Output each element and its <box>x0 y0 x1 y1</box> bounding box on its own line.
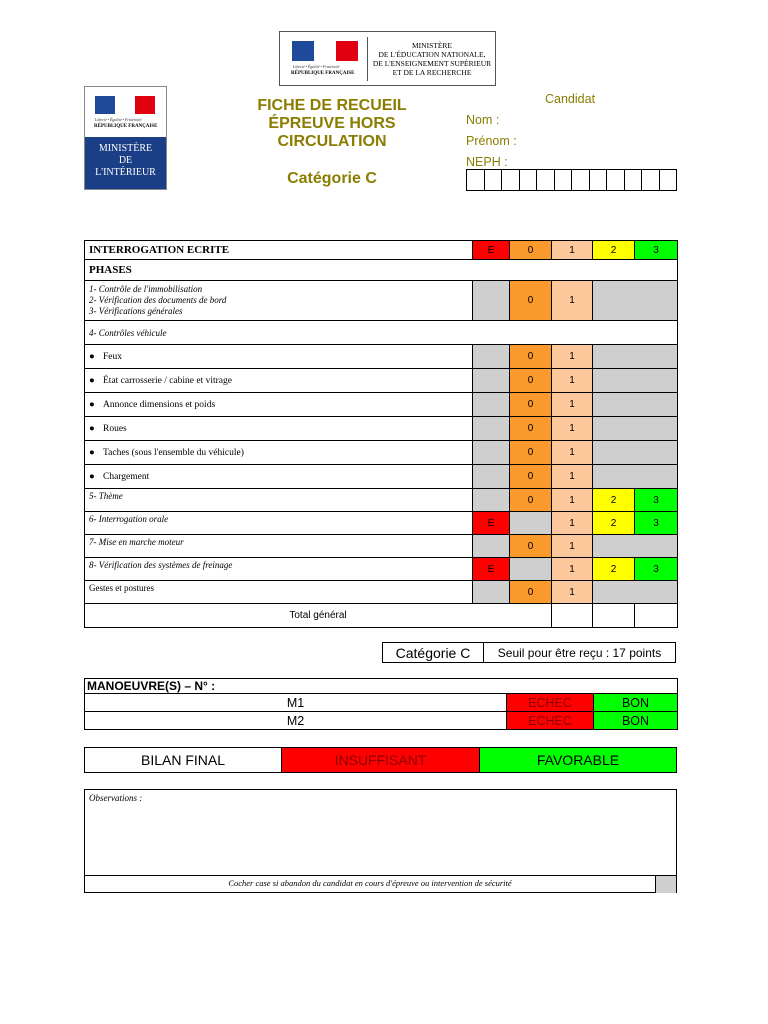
score-cell-3[interactable]: 3 <box>635 512 678 535</box>
score-cell-0[interactable]: 0 <box>510 417 552 441</box>
neph-box[interactable] <box>520 170 538 190</box>
score-cell-0[interactable]: 0 <box>510 393 552 417</box>
neph-box[interactable] <box>502 170 520 190</box>
phase-row-1-3: 1- Contrôle de l'immobilisation 2- Vérification des documents de bord 3- Vérifications générales <box>85 281 473 321</box>
score-cell-e <box>473 345 510 369</box>
evaluation-grid <box>84 240 678 628</box>
neph-box[interactable] <box>537 170 555 190</box>
score-cell-disabled <box>510 558 552 581</box>
observations-label: Observations : <box>89 793 143 803</box>
phase-row-carrosserie: ● État carrosserie / cabine et vitrage <box>85 369 473 393</box>
ministere-interieur-text: MINISTÈRE DE L'INTÉRIEUR <box>85 137 166 189</box>
score-cell-3[interactable]: 3 <box>635 489 678 512</box>
phase-row-gestes: Gestes et postures <box>85 581 473 604</box>
document-title: FICHE DE RECUEIL ÉPREUVE HORS CIRCULATION <box>257 97 407 150</box>
neph-box[interactable] <box>642 170 660 190</box>
score-cell-1[interactable]: 1 <box>552 441 593 465</box>
neph-box[interactable] <box>625 170 643 190</box>
score-cell-3[interactable]: 3 <box>635 558 678 581</box>
neph-box[interactable] <box>555 170 573 190</box>
score-cell-1[interactable]: 1 <box>552 417 593 441</box>
score-cell-1[interactable]: 1 <box>552 345 593 369</box>
score-header-1: 1 <box>552 241 593 260</box>
neph-label: NEPH : <box>466 155 508 169</box>
phase-row-chargement: ● Chargement <box>85 465 473 489</box>
score-header-2: 2 <box>593 241 635 260</box>
score-cell-e <box>473 417 510 441</box>
score-cell-e <box>473 393 510 417</box>
ministere-education-text: MINISTÈRE DE L'ÉDUCATION NATIONALE, DE L'ENSEIGNEMENT SUPÉRIEUR ET DE LA RECHERCHE <box>372 41 492 77</box>
score-cell-e[interactable]: E <box>473 512 510 535</box>
score-cell-0[interactable]: 0 <box>510 441 552 465</box>
bullet-icon: ● <box>89 375 95 386</box>
phase-row-feux: ● Feux <box>85 345 473 369</box>
score-cell-disabled <box>593 581 678 604</box>
candidate-heading: Candidat <box>545 92 596 106</box>
phase-row-theme: 5- Thème <box>85 489 473 512</box>
motto-text: Liberté • Égalité • Fraternité <box>95 117 142 122</box>
abandon-row <box>85 875 676 893</box>
interrogation-ecrite-label: INTERROGATION ECRITE <box>85 241 473 260</box>
manoeuvre-table <box>84 678 678 730</box>
score-cell-e <box>473 581 510 604</box>
marianne-logo <box>285 37 368 81</box>
score-cell-e[interactable]: E <box>473 558 510 581</box>
nom-label: Nom : <box>466 113 500 127</box>
score-cell-e <box>473 281 510 321</box>
score-cell-0[interactable]: 0 <box>510 489 552 512</box>
manoeuvre-label-m2: M2 <box>85 712 507 730</box>
bilan-final-label: BILAN FINAL <box>85 748 282 772</box>
bullet-icon: ● <box>89 399 95 410</box>
phase-row-dimensions: ● Annonce dimensions et poids <box>85 393 473 417</box>
total-general-label: Total général <box>85 604 552 628</box>
abandon-checkbox[interactable] <box>655 876 676 893</box>
total-cell[interactable] <box>552 604 593 628</box>
m1-bon-button[interactable]: BON <box>594 694 678 712</box>
bilan-favorable-button[interactable]: FAVORABLE <box>480 748 676 772</box>
score-cell-e <box>473 535 510 558</box>
score-cell-1[interactable]: 1 <box>552 489 593 512</box>
phase-row-taches: ● Taches (sous l'ensemble du véhicule) <box>85 441 473 465</box>
score-cell-e <box>473 369 510 393</box>
m2-echec-button[interactable]: ECHEC <box>507 712 594 730</box>
score-cell-1[interactable]: 1 <box>552 558 593 581</box>
score-cell-2[interactable]: 2 <box>593 489 635 512</box>
score-cell-e <box>473 441 510 465</box>
total-cell[interactable] <box>635 604 678 628</box>
neph-box[interactable] <box>660 170 677 190</box>
score-cell-1[interactable]: 1 <box>552 393 593 417</box>
score-cell-0[interactable]: 0 <box>510 345 552 369</box>
phases-label: PHASES <box>85 260 473 281</box>
flag-icon <box>95 96 155 114</box>
score-cell-0[interactable]: 0 <box>510 369 552 393</box>
score-cell-1[interactable]: 1 <box>552 535 593 558</box>
republique-text: RÉPUBLIQUE FRANÇAISE <box>94 124 158 129</box>
score-cell-disabled <box>593 345 678 369</box>
bullet-icon: ● <box>89 351 95 362</box>
score-cell-disabled <box>593 441 678 465</box>
bilan-insuffisant-button[interactable]: INSUFFISANT <box>282 748 480 772</box>
observations-box[interactable] <box>84 789 677 893</box>
neph-box[interactable] <box>485 170 503 190</box>
m2-bon-button[interactable]: BON <box>594 712 678 730</box>
score-cell-disabled <box>593 465 678 489</box>
score-cell-0[interactable]: 0 <box>510 535 552 558</box>
seuil-box <box>382 642 676 663</box>
republique-text: RÉPUBLIQUE FRANÇAISE <box>291 71 355 76</box>
score-cell-1[interactable]: 1 <box>552 581 593 604</box>
prenom-label: Prénom : <box>466 134 517 148</box>
bullet-icon: ● <box>89 447 95 458</box>
m1-echec-button[interactable]: ECHEC <box>507 694 594 712</box>
score-header-3: 3 <box>635 241 678 260</box>
score-cell-0[interactable]: 0 <box>510 581 552 604</box>
bullet-icon: ● <box>89 423 95 434</box>
score-cell-disabled <box>593 417 678 441</box>
score-cell-disabled <box>593 369 678 393</box>
phase-row-oral: 6- Interrogation orale <box>85 512 473 535</box>
phase-row-roues: ● Roues <box>85 417 473 441</box>
seuil-category: Catégorie C <box>383 643 484 662</box>
neph-box[interactable] <box>590 170 608 190</box>
score-cell-1[interactable]: 1 <box>552 512 593 535</box>
abandon-text: Cocher case si abandon du candidat en cours d'épreuve ou intervention de sécurité <box>228 878 512 888</box>
logo-ministere-education <box>279 31 496 86</box>
score-cell-0[interactable]: 0 <box>510 465 552 489</box>
score-cell-1[interactable]: 1 <box>552 369 593 393</box>
total-cell[interactable] <box>593 604 635 628</box>
neph-boxes[interactable] <box>466 169 677 191</box>
phase-row-moteur: 7- Mise en marche moteur <box>85 535 473 558</box>
score-header-0: 0 <box>510 241 552 260</box>
manoeuvre-label-m1: M1 <box>85 694 507 712</box>
neph-box[interactable] <box>572 170 590 190</box>
category-title: Catégorie C <box>287 170 377 187</box>
phase-row-freinage: 8- Vérification des systèmes de freinage <box>85 558 473 581</box>
neph-box[interactable] <box>467 170 485 190</box>
score-cell-1[interactable]: 1 <box>552 465 593 489</box>
bilan-final-row <box>84 747 677 773</box>
seuil-text: Seuil pour être reçu : 17 points <box>497 645 662 660</box>
score-cell-e <box>473 489 510 512</box>
flag-icon <box>292 41 358 61</box>
manoeuvre-header: MANOEUVRE(S) – N° : <box>85 679 678 694</box>
score-header-e: E <box>473 241 510 260</box>
score-cell-disabled <box>593 535 678 558</box>
score-cell-0[interactable]: 0 <box>510 281 552 321</box>
phase-row-4: 4- Contrôles véhicule <box>85 321 473 345</box>
score-cell-2[interactable]: 2 <box>593 512 635 535</box>
logo-ministere-interieur <box>84 86 167 190</box>
score-cell-1[interactable]: 1 <box>552 281 593 321</box>
score-cell-2[interactable]: 2 <box>593 558 635 581</box>
motto-text: Liberté • Égalité • Fraternité <box>293 64 340 69</box>
score-cell-disabled <box>593 393 678 417</box>
score-cell-disabled <box>593 281 678 321</box>
bullet-icon: ● <box>89 471 95 482</box>
score-cell-e <box>473 465 510 489</box>
neph-box[interactable] <box>607 170 625 190</box>
score-cell-disabled <box>510 512 552 535</box>
